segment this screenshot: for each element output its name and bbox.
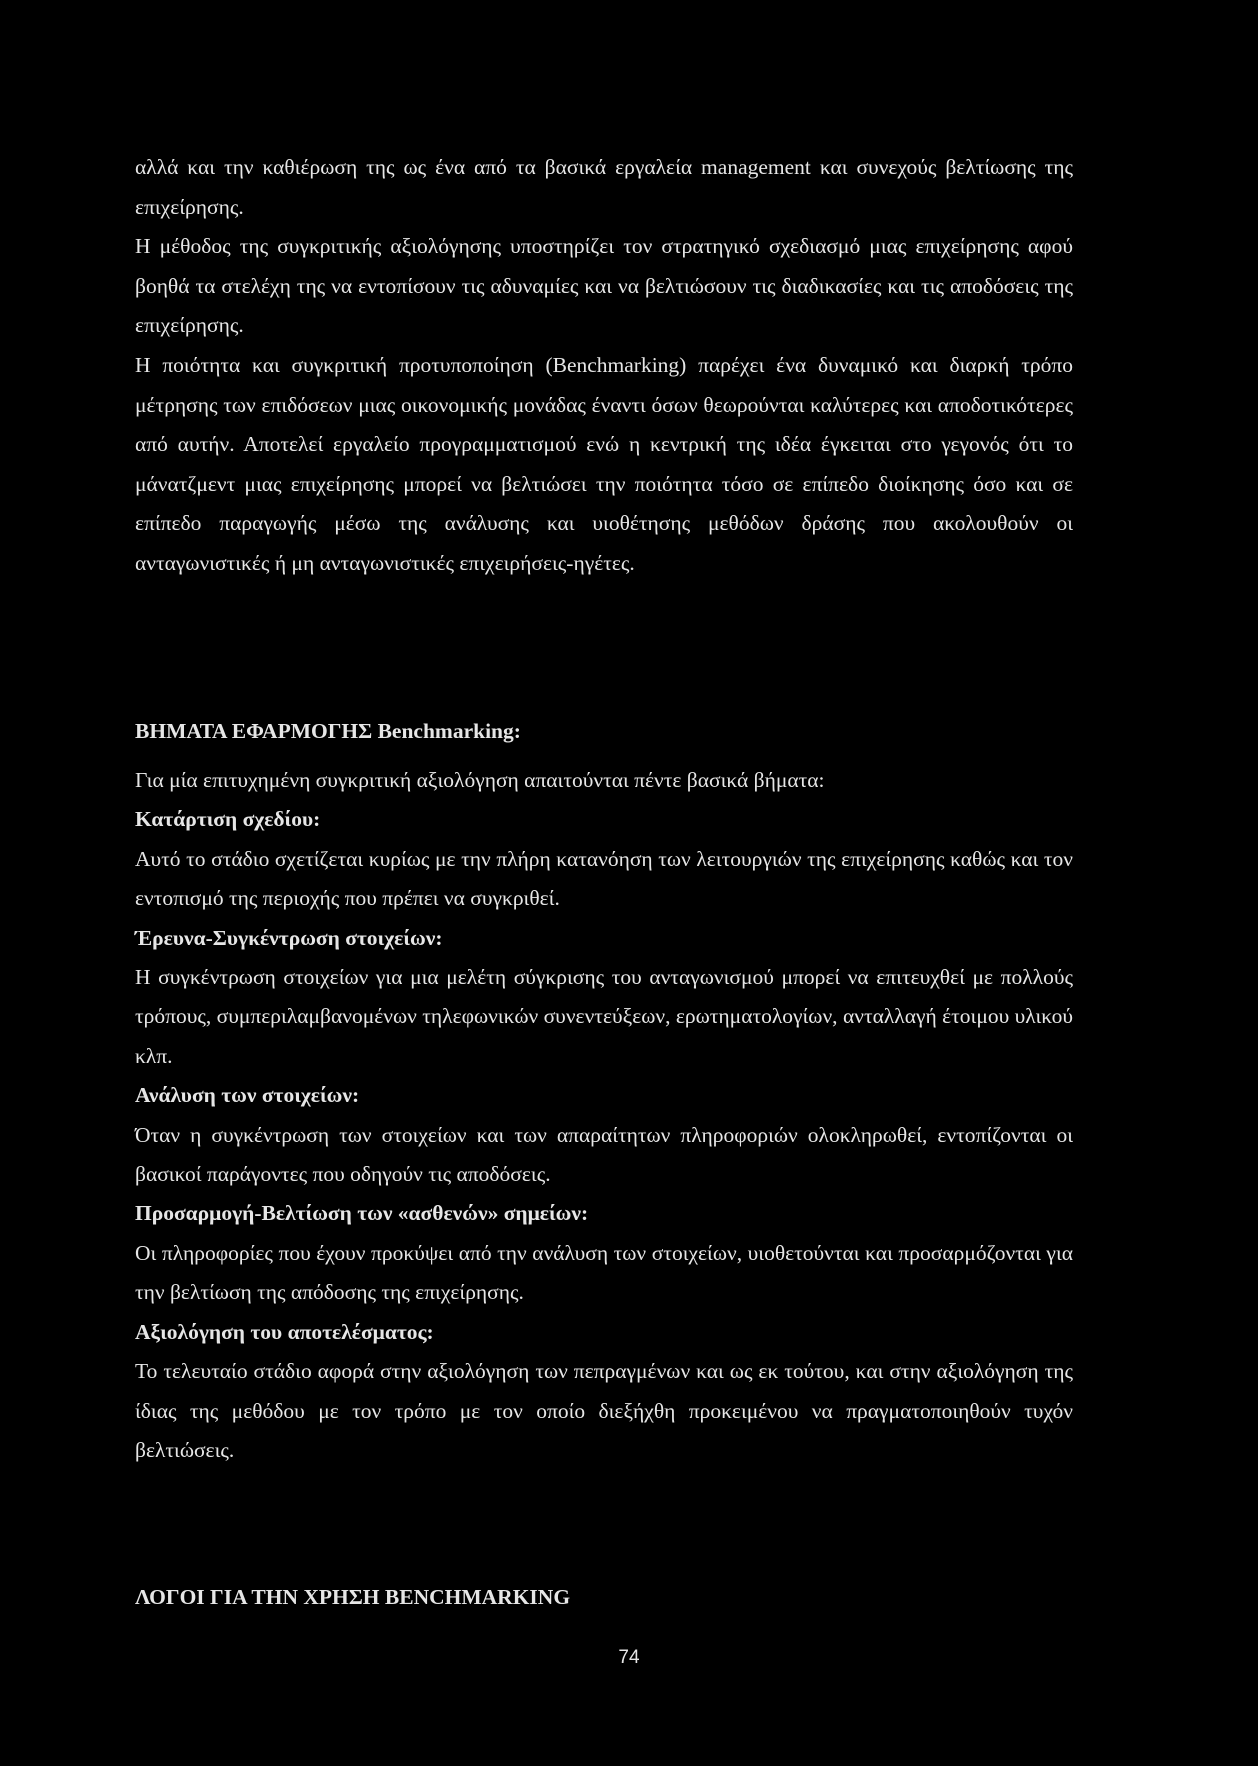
step-5-text: Το τελευταίο στάδιο αφορά στην αξιολόγηση των πεπραγμένων και ως εκ τούτου, και στην αξιολόγηση της ίδιας της μεθόδου με τον τρόπο με τον οποίο διεξήχθη προκειμένου να πραγματοποιηθούν τυχόν βελτιώσεις.	[135, 1359, 1073, 1462]
intro-paragraph-2: Η μέθοδος της συγκριτικής αξιολόγησης υποστηρίζει τον στρατηγικό σχεδιασμό μιας επιχείρησης αφού βοηθά τα στελέχη της να εντοπίσουν τις αδυναμίες και να βελτιώσουν τις διαδικασίες και τις αποδόσεις της επιχείρησης.	[135, 234, 1073, 338]
step-3-text: Όταν η συγκέντρωση των στοιχείων και των απαραίτητων πληροφοριών ολοκληρωθεί, εντοπίζονται οι βασικοί παράγοντες που οδηγούν τις αποδόσεις.	[135, 1122, 1073, 1187]
step-3-title: Ανάλυση των στοιχείων:	[135, 1083, 360, 1108]
steps-heading: ΒΗΜΑΤΑ ΕΦΑΡΜΟΓΗΣ Benchmarking:	[135, 719, 521, 743]
page-number: 74	[618, 1647, 640, 1668]
step-4-text: Οι πληροφορίες που έχουν προκύψει από την ανάλυση των στοιχείων, υιοθετούνται και προσαρμόζονται για την βελτίωση της απόδοσης της επιχείρησης.	[135, 1240, 1073, 1305]
step-4-title: Προσαρμογή-Βελτίωση των «ασθενών» σημείων:	[135, 1201, 589, 1226]
step-1-title: Κατάρτιση σχεδίου:	[135, 807, 321, 832]
steps-section	[135, 761, 1073, 1470]
intro-paragraph-3: Η ποιότητα και συγκριτική προτυποποίηση (Benchmarking) παρέχει ένα δυναμικό και διαρκή τρόπο μέτρησης των επιδόσεων μιας οικονομικής μονάδας έναντι όσων θεωρούνται καλύτερες και αποδοτικότερες από αυτήν. Αποτελεί εργαλείο προγραμματισμού ενώ η κεντρική της ιδέα έγκειται στο γεγονός ότι το μάνατζμεντ μιας επιχείρησης μπορεί να βελτιώσει την ποιότητα τόσο σε επίπεδο διοίκησης όσο και σε επίπεδο παραγωγής μέσω της ανάλυσης και υιοθέτησης μεθόδων δράσης που ακολουθούν οι ανταγωνιστικές ή μη ανταγωνιστικές επιχειρήσεις-ηγέτες.	[135, 352, 1073, 575]
reasons-heading: ΛΟΓΟΙ ΓΙΑ ΤΗΝ ΧΡΗΣΗ BENCHMARKING	[135, 1585, 571, 1609]
step-1-text: Αυτό το στάδιο σχετίζεται κυρίως με την πλήρη κατανόηση των λειτουργιών της επιχείρησης καθώς και τον εντοπισμό της περιοχής που πρέπει να συγκριθεί.	[135, 846, 1073, 911]
step-2-text: Η συγκέντρωση στοιχείων για μια μελέτη σύγκρισης του ανταγωνισμού μπορεί να επιτευχθεί με πολλούς τρόπους, συμπεριλαμβανομένων τηλεφωνικών συνεντεύξεων, ερωτηματολογίων, ανταλλαγή έτοιμου υλικού κλπ.	[135, 965, 1073, 1068]
step-2-title: Έρευνα-Συγκέντρωση στοιχείων:	[135, 925, 443, 950]
intro-paragraph-1: αλλά και την καθιέρωση της ως ένα από τα βασικά εργαλεία management και συνεχούς βελτίωσης της επιχείρησης.	[135, 155, 1073, 219]
intro-section	[135, 148, 1073, 584]
step-5-title: Αξιολόγηση του αποτελέσματος:	[135, 1319, 434, 1344]
steps-intro: Για μία επιτυχημένη συγκριτική αξιολόγηση απαιτούνται πέντε βασικά βήματα:	[135, 768, 825, 792]
